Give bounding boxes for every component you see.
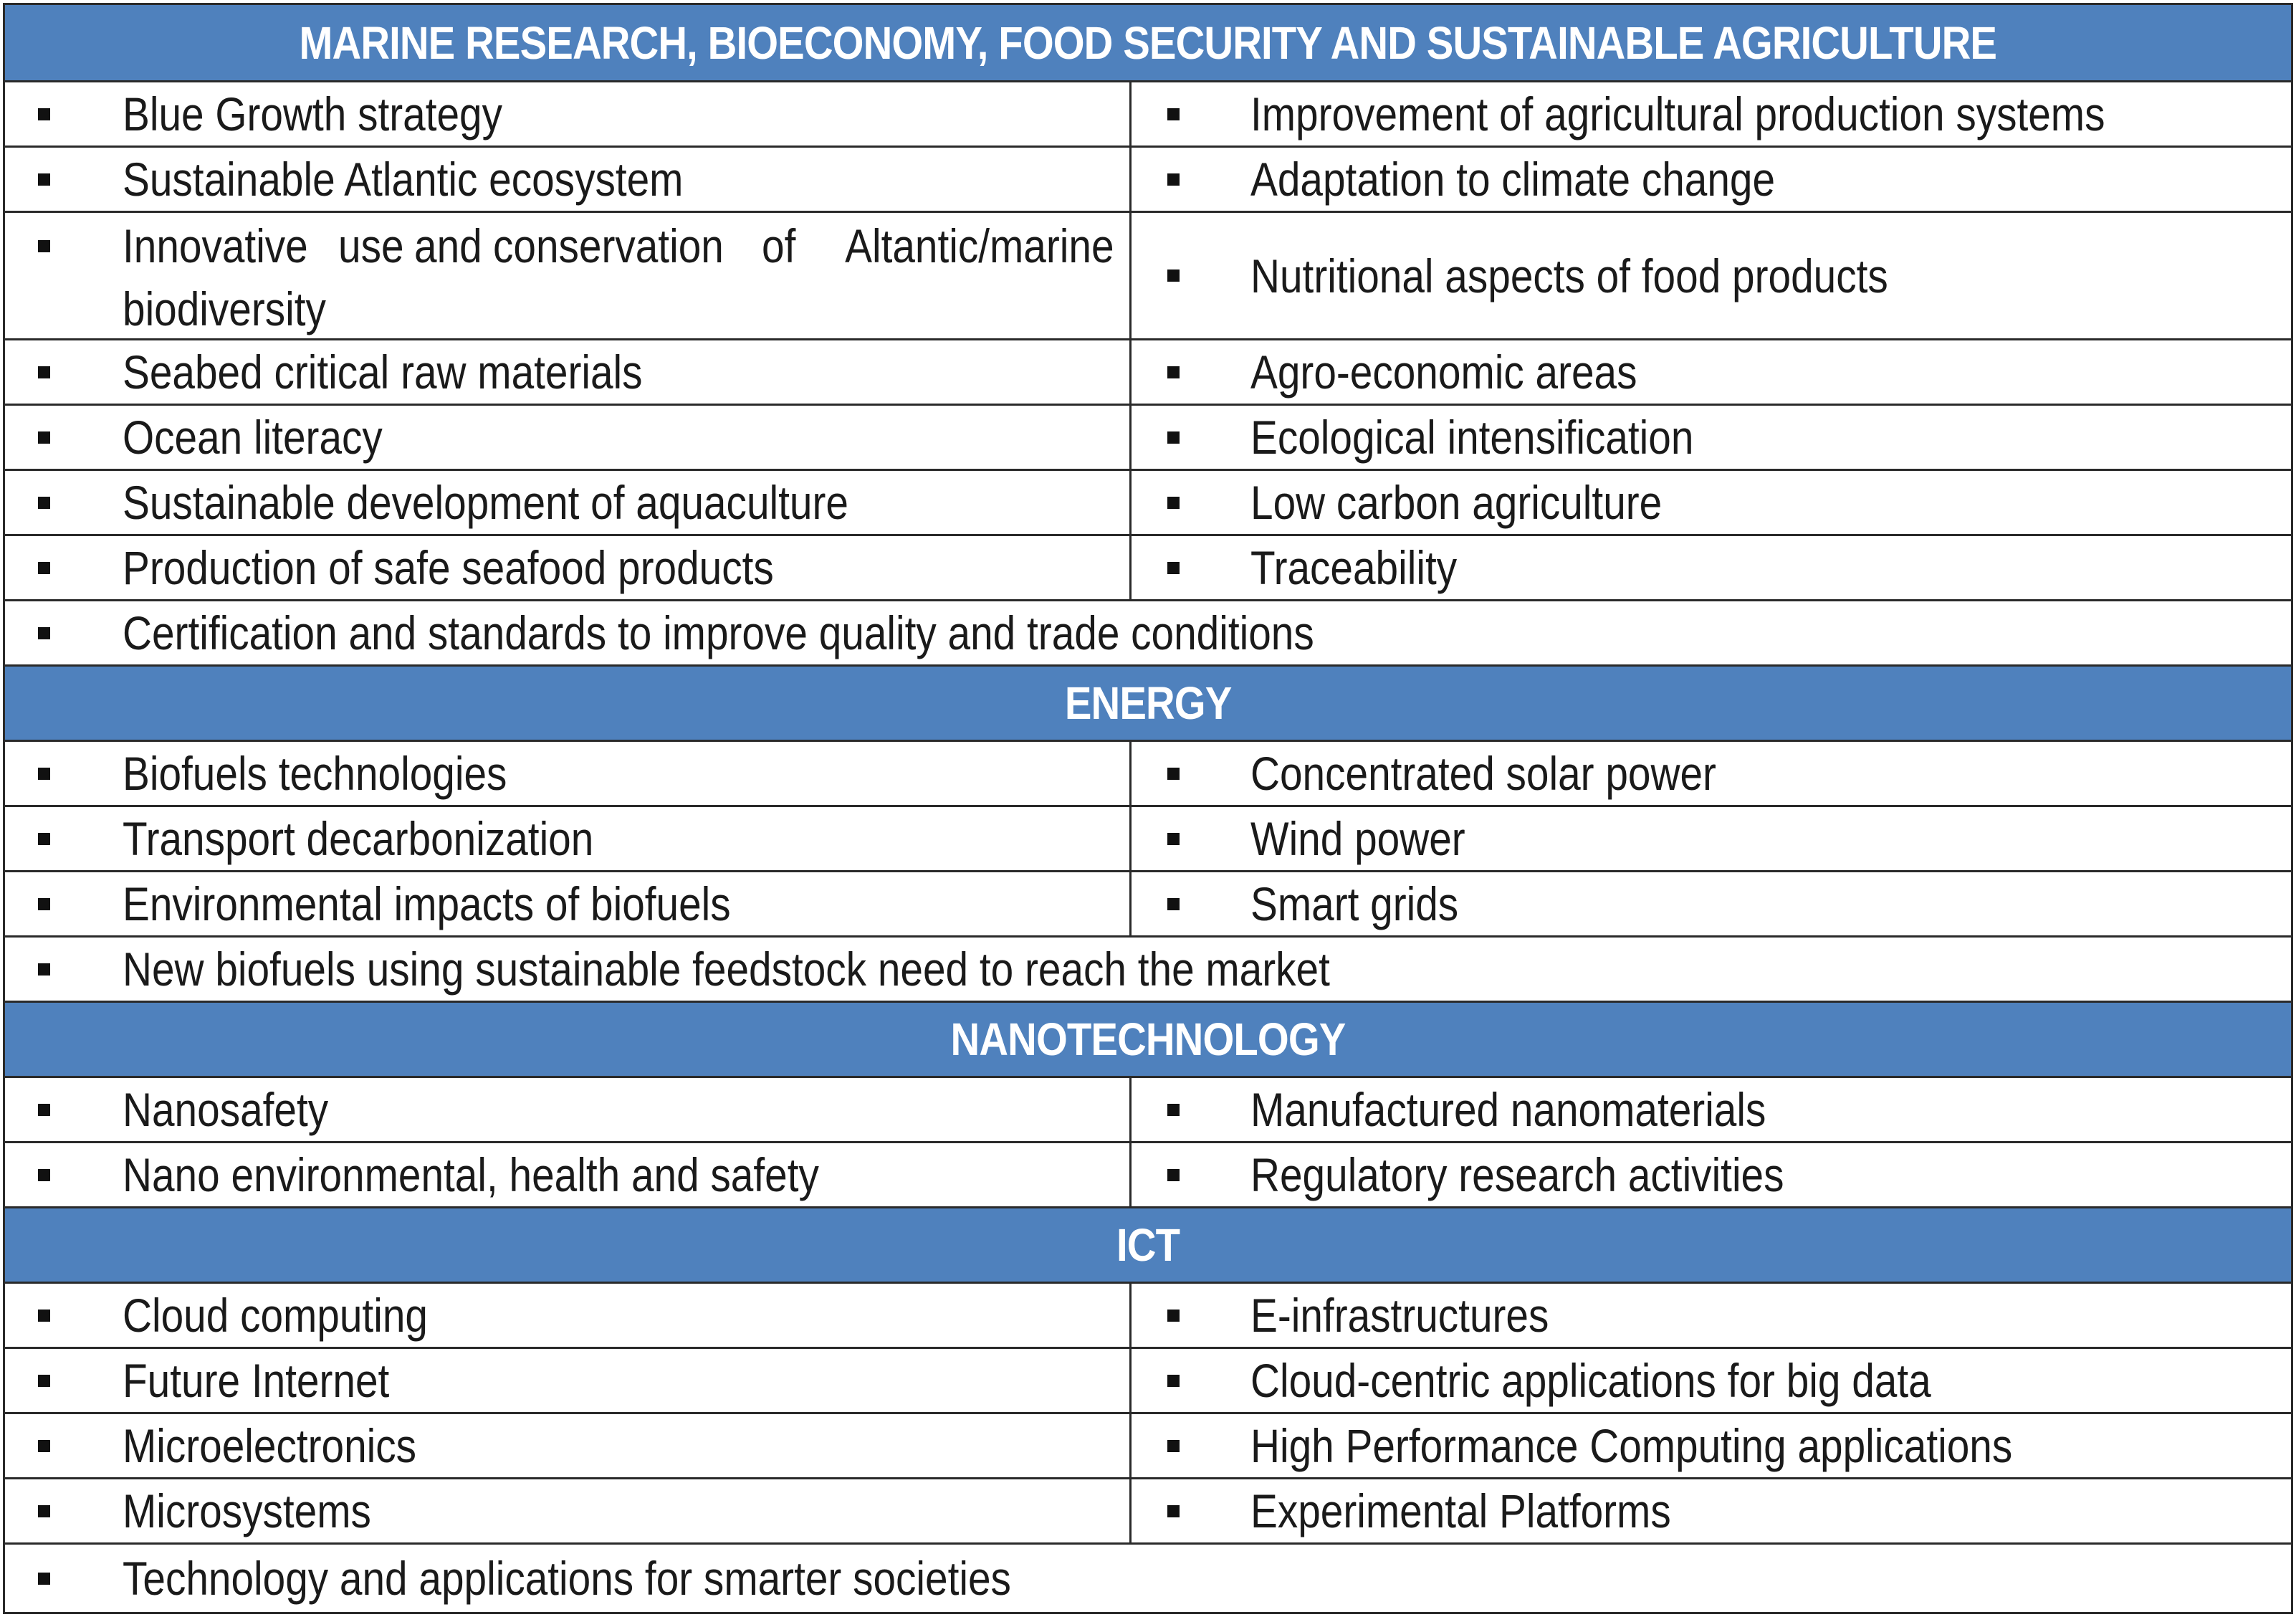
table-cell [1132, 82, 2291, 146]
section-header-ict: ICT [5, 1208, 2291, 1284]
square-bullet-icon [1167, 562, 1180, 574]
square-bullet-icon [1167, 768, 1180, 780]
table-cell [5, 213, 1132, 338]
table-row [5, 1284, 2291, 1349]
item-text: Microelectronics [123, 1419, 417, 1472]
item-text: Ocean literacy [123, 411, 383, 464]
table-row [5, 340, 2291, 406]
table-cell [5, 938, 2291, 1001]
item-text: Regulatory research activities [1250, 1148, 1784, 1201]
table-row-full [5, 938, 2291, 1003]
square-bullet-icon [1167, 1375, 1180, 1387]
square-bullet-icon [38, 108, 50, 120]
section-header-energy: ENERGY [5, 667, 2291, 742]
square-bullet-icon [38, 833, 50, 845]
item-text: Nanosafety [123, 1083, 329, 1136]
table-cell [1132, 148, 2291, 211]
item-text: New biofuels using sustainable feedstock need to reach the market [123, 943, 1330, 996]
square-bullet-icon [1167, 1104, 1180, 1116]
square-bullet-icon [38, 1505, 50, 1517]
table-row [5, 536, 2291, 601]
table-cell [1132, 471, 2291, 534]
table-row-full [5, 601, 2291, 667]
square-bullet-icon [38, 963, 50, 976]
square-bullet-icon [38, 1310, 50, 1322]
square-bullet-icon [38, 1104, 50, 1116]
square-bullet-icon [1167, 431, 1180, 444]
table-cell [1132, 1349, 2291, 1412]
square-bullet-icon [38, 173, 50, 186]
item-text: Production of safe seafood products [123, 541, 774, 594]
item-text: Technology and applications for smarter societies [123, 1552, 1011, 1605]
item-text: Ecological intensification [1250, 411, 1694, 464]
square-bullet-icon [1167, 108, 1180, 120]
square-bullet-icon [38, 497, 50, 509]
table-row [5, 148, 2291, 213]
table-cell [1132, 340, 2291, 404]
square-bullet-icon [1167, 366, 1180, 378]
table-cell [5, 1545, 2291, 1612]
table-cell [5, 406, 1132, 469]
table-cell [1132, 742, 2291, 805]
item-text: Manufactured nanomaterials [1250, 1083, 1766, 1136]
table-row [5, 471, 2291, 536]
square-bullet-icon [38, 366, 50, 378]
table-cell [1132, 1284, 2291, 1347]
item-text: Nutritional aspects of food products [1250, 249, 1888, 302]
table-row [5, 1143, 2291, 1208]
square-bullet-icon [1167, 497, 1180, 509]
table-row-full [5, 1545, 2291, 1612]
table-cell [5, 1414, 1132, 1477]
table-cell [5, 471, 1132, 534]
square-bullet-icon [1167, 1169, 1180, 1181]
table-cell [1132, 807, 2291, 870]
item-text: Cloud computing [123, 1289, 428, 1342]
table-cell [5, 601, 2291, 664]
section-header-nanotechnology: NANOTECHNOLOGY [5, 1003, 2291, 1078]
table-cell [1132, 1143, 2291, 1206]
square-bullet-icon [38, 1573, 50, 1585]
table-cell [1132, 1414, 2291, 1477]
table-cell [1132, 406, 2291, 469]
square-bullet-icon [38, 562, 50, 574]
item-text: Blue Growth strategy [123, 87, 503, 140]
item-text: Microsystems [123, 1484, 371, 1537]
square-bullet-icon [38, 627, 50, 639]
table-row [5, 1078, 2291, 1143]
table-row [5, 807, 2291, 872]
table-row [5, 82, 2291, 148]
table-cell [5, 872, 1132, 935]
square-bullet-icon [38, 431, 50, 444]
table-cell [5, 340, 1132, 404]
item-text: Innovative use and conservation of Altantic/marine biodiversity [123, 219, 1114, 335]
item-text: Low carbon agriculture [1250, 476, 1663, 529]
square-bullet-icon [38, 1169, 50, 1181]
item-text: Sustainable development of aquaculture [123, 476, 848, 529]
item-text: Nano environmental, health and safety [123, 1148, 819, 1201]
square-bullet-icon [1167, 898, 1180, 910]
item-text: Adaptation to climate change [1250, 153, 1776, 206]
table-row [5, 1414, 2291, 1479]
square-bullet-icon [1167, 833, 1180, 845]
item-text: Certification and standards to improve quality and trade conditions [123, 606, 1314, 659]
item-text: E-infrastructures [1250, 1289, 1549, 1342]
table-cell [1132, 1479, 2291, 1542]
item-text: Transport decarbonization [123, 812, 594, 865]
table-cell [5, 148, 1132, 211]
item-text: Improvement of agricultural production systems [1250, 87, 2105, 140]
table-cell [5, 742, 1132, 805]
table-cell [1132, 1078, 2291, 1141]
item-text: Experimental Platforms [1250, 1484, 1671, 1537]
table-cell [1132, 872, 2291, 935]
table-cell [5, 536, 1132, 599]
table-row [5, 872, 2291, 938]
square-bullet-icon [38, 898, 50, 910]
item-text: Wind power [1250, 812, 1465, 865]
item-text: Concentrated solar power [1250, 747, 1716, 800]
table-cell [1132, 536, 2291, 599]
section-header-marine: MARINE RESEARCH, BIOECONOMY, FOOD SECURITY AND SUSTAINABLE AGRICULTURE [5, 5, 2291, 82]
item-text: Traceability [1250, 541, 1458, 594]
table-row [5, 1349, 2291, 1414]
table-cell [5, 807, 1132, 870]
square-bullet-icon [1167, 173, 1180, 186]
square-bullet-icon [1167, 1440, 1180, 1452]
item-text: Biofuels technologies [123, 747, 507, 800]
square-bullet-icon [38, 1440, 50, 1452]
table-row [5, 1479, 2291, 1545]
table-cell [5, 1479, 1132, 1542]
table-cell [5, 1078, 1132, 1141]
table-cell [1132, 213, 2291, 338]
item-text: Sustainable Atlantic ecosystem [123, 153, 684, 206]
item-text: Smart grids [1250, 877, 1459, 930]
table-row [5, 213, 2291, 340]
table-cell [5, 82, 1132, 146]
item-text: Seabed critical raw materials [123, 345, 643, 399]
square-bullet-icon [38, 1375, 50, 1387]
square-bullet-icon [1167, 270, 1180, 282]
table-cell [5, 1143, 1132, 1206]
table-cell [5, 1349, 1132, 1412]
item-text: Environmental impacts of biofuels [123, 877, 731, 930]
table-row [5, 406, 2291, 471]
square-bullet-icon [38, 768, 50, 780]
square-bullet-icon [1167, 1505, 1180, 1517]
item-text: Cloud-centric applications for big data [1250, 1354, 1931, 1407]
research-topics-table [3, 3, 2293, 1614]
table-row [5, 742, 2291, 807]
square-bullet-icon [38, 240, 50, 252]
item-text: Agro-economic areas [1250, 345, 1637, 399]
table-cell [5, 1284, 1132, 1347]
item-text: High Performance Computing applications [1250, 1419, 2013, 1472]
square-bullet-icon [1167, 1310, 1180, 1322]
item-text: Future Internet [123, 1354, 390, 1407]
